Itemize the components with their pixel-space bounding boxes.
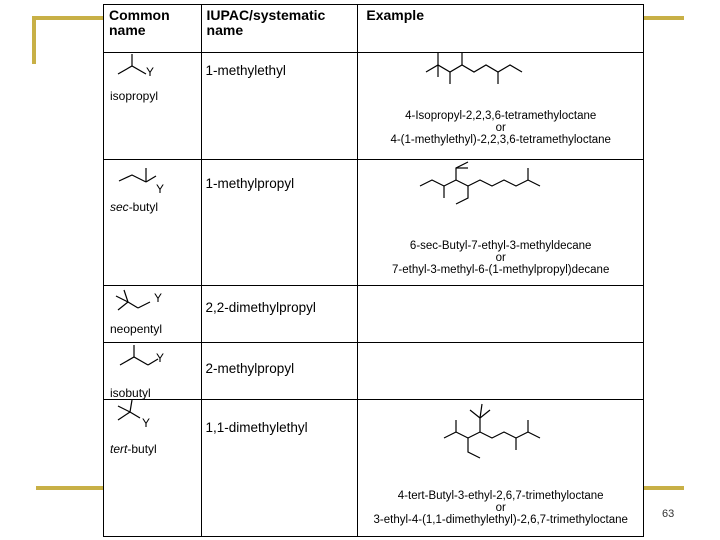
common-name: isobutyl [110,386,151,400]
alkyl-group-table [103,4,644,537]
common-name [110,442,157,456]
table-row [104,400,644,537]
systematic-name: 2-methylpropyl [205,361,295,376]
sec-butyl-structure [104,160,201,286]
common-name-suffix: -butyl [128,200,159,214]
table-header-row [104,5,644,53]
systematic-name: 1,1-dimethylethyl [205,420,308,435]
y-label: Y [154,291,163,305]
table-row [104,53,644,160]
common-name: neopentyl [110,322,163,336]
common-name-prefix: sec [110,200,129,214]
example-name [358,110,643,146]
example-cell-empty [358,286,644,343]
example-name-line: or [495,252,506,264]
page-number: 63 [662,508,675,520]
common-name: isopropyl [110,89,159,103]
table-row [104,343,644,400]
example-name [358,490,643,526]
example-name-line [358,490,643,502]
example-name [358,240,643,276]
decor-bar-right-bottom [644,486,684,490]
example-name-line: 6-sec-Butyl-7-ethyl-3-methyldecane [409,240,592,252]
tert-butyl-structure [104,400,201,537]
decor-bar-left-top [32,16,103,20]
alkyl-group-table-container [103,4,644,537]
header-example: Example [366,7,424,23]
y-label: Y [146,65,155,79]
table-row [104,286,644,343]
y-label: Y [142,416,151,430]
header-systematic-name: IUPAC/systematic name [206,7,326,38]
example-name-line: or [495,502,506,514]
y-label: Y [156,182,165,196]
example-name-line: 4-(1-methylethyl)-2,2,3,6-tetramethyloctane [390,134,611,146]
example-name-line: or [495,122,506,134]
common-name [110,200,158,214]
common-name-suffix: -butyl [127,442,157,456]
y-label: Y [156,351,165,365]
decor-bar-right-top [644,16,684,20]
systematic-name: 2,2-dimethylpropyl [205,300,316,315]
example-name-line: 7-ethyl-3-methyl-6-(1-methylpropyl)decane [392,264,610,276]
table-row [104,160,644,286]
decor-bar-left-vertical [32,16,36,64]
example-cell-empty [358,343,644,400]
example-name-text: 4-tert-Butyl-3-ethyl-2,6,7-trimethyloctane [397,490,604,502]
example-name-line: 3-ethyl-4-(1,1-dimethylethyl)-2,6,7-trimethyloctane [373,514,628,526]
example-name-line: 4-Isopropyl-2,2,3,6-tetramethyloctane [405,110,597,122]
common-name-prefix: tert [110,442,128,456]
systematic-name: 1-methylpropyl [205,176,295,191]
decor-bar-left-bottom [36,486,103,490]
header-common-name: Common name [109,7,170,38]
systematic-name: 1-methylethyl [205,63,286,78]
